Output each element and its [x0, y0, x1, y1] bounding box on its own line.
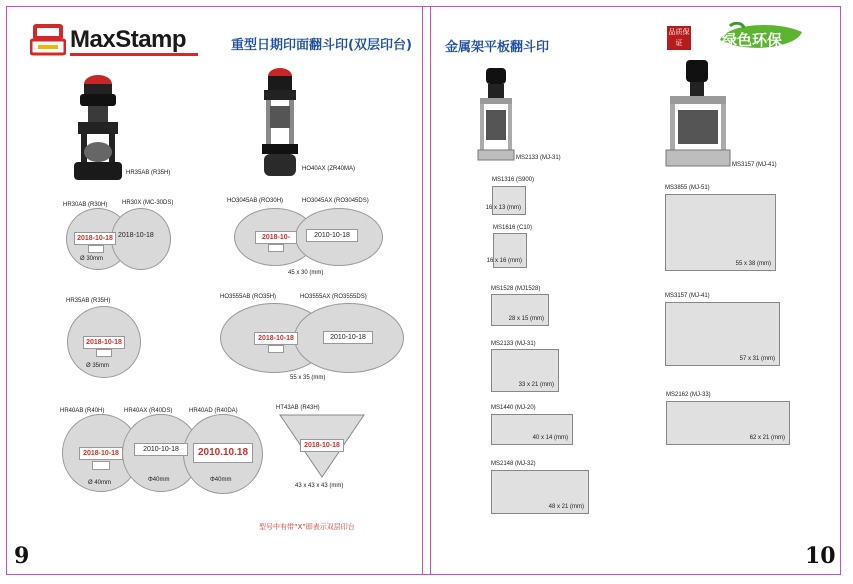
page-gutter: [422, 6, 423, 574]
stamp-face-rect: [665, 194, 776, 271]
size-label: 43 x 43 x 43 (mm): [295, 483, 344, 489]
model-label: HR40AD (R40DA): [189, 408, 238, 414]
model-label: MS1316 (S900): [492, 177, 535, 183]
right-page-title: 金属架平板翻斗印: [445, 40, 550, 55]
model-label: MS1616 (C10): [493, 225, 533, 231]
black-date: 2010-10-18: [306, 229, 358, 242]
blank-box: [88, 245, 104, 253]
model-label: MS1528 (MJ1528): [491, 286, 541, 292]
model-label: HR40AX (R40DS): [124, 408, 173, 414]
model-label: MS1440 (MJ-20): [491, 405, 536, 411]
product-label: MS3157 (MJ-41): [732, 162, 777, 168]
stamp-logo-icon: [30, 22, 66, 56]
red-date: 2018-10-18: [79, 447, 123, 460]
red-date: 2018-10-18: [83, 336, 125, 349]
stamp-face-rect: [491, 294, 549, 326]
stamp-face-rect: [486, 233, 527, 268]
model-label: MS3855 (MJ-51): [665, 185, 710, 191]
ms3157-stamp-photo: [664, 58, 732, 170]
size-label: 45 x 30 (mm): [288, 270, 324, 276]
product-label: HR35AB (R35H): [126, 170, 171, 176]
size-label: 62 x 21 (mm): [749, 435, 785, 441]
size-label: Ø 35mm: [86, 363, 110, 369]
double-pad-note: 型号中有带“X”即表示双层印台: [259, 523, 355, 531]
red-date: 2018-10-18: [254, 332, 298, 345]
seal-text: 品质保证: [668, 28, 690, 47]
size-label: 57 x 31 (mm): [739, 356, 775, 362]
product-label: MS2133 (MJ-31): [516, 155, 561, 161]
black-date: 2010-10-18: [323, 331, 373, 344]
blank-box: [92, 461, 110, 470]
page-number-left: 9: [14, 543, 30, 569]
product-label: HO40AX (ZR40MA): [302, 166, 356, 172]
size-label: 28 x 15 (mm): [508, 316, 544, 322]
model-label: HT43AB (R43H): [276, 405, 320, 411]
size-label: 48 x 21 (mm): [548, 504, 584, 510]
size-label: Φ40mm: [210, 477, 232, 483]
size-label: 16 x 16 (mm): [486, 258, 522, 264]
model-label: HO3555AX (RO3555DS): [300, 294, 367, 300]
stamp-face-rect: [666, 401, 790, 445]
stamp-face-rect: [665, 302, 780, 366]
ms2133-stamp-photo: [476, 66, 516, 164]
model-label: HR30AB (R30H): [63, 202, 108, 208]
brand-underline: [70, 53, 198, 56]
model-label: HO3555AB (RO35H): [220, 294, 277, 300]
model-label: MS2133 (MJ-31): [491, 341, 536, 347]
black-date: 2010-10-18: [134, 443, 188, 456]
model-label: MS3157 (MJ-41): [665, 293, 710, 299]
size-label: 16 x 13 (mm): [485, 205, 521, 211]
size-label: Ø 30mm: [80, 256, 104, 262]
size-label: Φ40mm: [148, 477, 170, 483]
black-date: 2018-10-18: [118, 232, 154, 239]
model-label: HR40AB (R40H): [60, 408, 105, 414]
red-date: 2018-10-18: [300, 439, 344, 452]
stamp-face-rect: [491, 349, 559, 392]
quality-seal-icon: [667, 26, 691, 50]
model-label: HR30X (MC-30DS): [122, 200, 174, 206]
hr35ab-stamp-photo: [72, 72, 124, 184]
eco-badge: [716, 22, 804, 52]
stamp-face-rect: [491, 414, 573, 445]
model-label: HR35AB (R35H): [66, 298, 111, 304]
size-label: 55 x 35 (mm): [290, 375, 326, 381]
size-label: 40 x 14 (mm): [532, 435, 568, 441]
blank-box: [268, 345, 284, 353]
stamp-face-round-double: [111, 208, 171, 270]
stamp-face-rect: [485, 186, 526, 215]
red-date: 2018-10-: [255, 231, 297, 244]
maxstamp-logo: [30, 22, 200, 60]
model-label: MS2148 (MJ-32): [491, 461, 536, 467]
red-date: 2018-10-18: [74, 232, 116, 245]
blank-box: [96, 349, 112, 357]
model-label: HO3045AB (RO30H): [227, 198, 284, 204]
page-gutter-right: [430, 6, 431, 574]
ho40ax-stamp-photo: [258, 66, 302, 180]
large-red-date: 2010.10.18: [193, 443, 253, 463]
size-label: Ø 40mm: [88, 480, 112, 486]
stamp-face-rect: [491, 470, 589, 514]
brand-name: MaxStamp: [70, 26, 187, 53]
page-number-right: 10: [805, 543, 836, 569]
size-label: 33 x 21 (mm): [518, 382, 554, 388]
left-page-title: 重型日期印面翻斗印(双层印台): [231, 38, 412, 53]
eco-text: 绿色环保: [722, 31, 783, 49]
model-label: HO3045AX (RO3045DS): [302, 198, 369, 204]
model-label: MS2162 (MJ-33): [666, 392, 711, 398]
blank-box: [268, 244, 284, 252]
size-label: 55 x 38 (mm): [735, 261, 771, 267]
